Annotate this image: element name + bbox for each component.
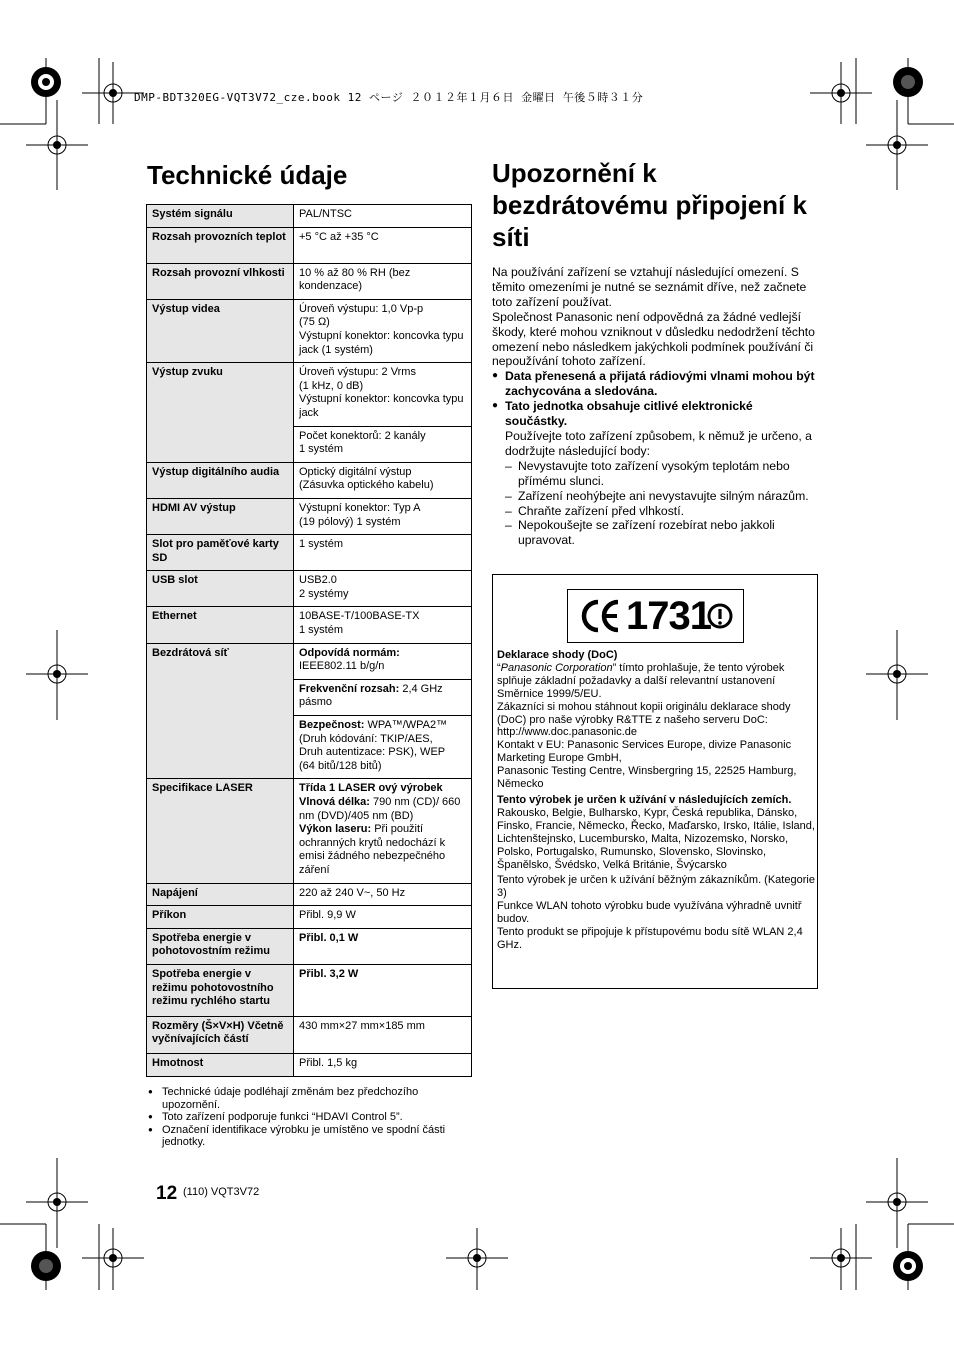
table-row: Ethernet 10BASE-T/100BASE-TX 1 systém <box>147 607 472 643</box>
table-row: Specifikace LASER Třída 1 LASER ový výrobek Vlnová délka: 790 nm (CD)/ 660 nm (DVD)/405 nm (BD) Výkon laseru: Při použití ochranných krytů nedochází k emisi žádného nebezpečného záření <box>147 779 472 883</box>
table-row: Systém signálu PAL/NTSC <box>147 205 472 228</box>
table-row: HDMI AV výstup Výstupní konektor: Typ A (19 pólový) 1 systém <box>147 498 472 534</box>
list-item: ● Tato jednotka obsahuje citlivé elektronické součástky. <box>492 399 818 429</box>
table-row: Výstup videa Úroveň výstupu: 1,0 Vp-p (75 Ω) Výstupní konektor: koncovka typu jack (1 systém) <box>147 299 472 362</box>
table-row: Slot pro paměťové karty SD 1 systém <box>147 535 472 571</box>
list-item: – Zařízení neohýbejte ani nevystavujte silným nárazům. <box>492 489 818 504</box>
table-row: Frekvenční rozsah: 2,4 GHz pásmo <box>147 679 472 715</box>
declaration-box <box>492 574 818 989</box>
table-row: Rozsah provozních teplot +5 °C až +35 °C <box>147 227 472 263</box>
page-number: 12 <box>156 1183 178 1204</box>
page-title-wireless: Upozornění k bezdrátovému připojení k síti <box>492 158 807 252</box>
table-row: Rozsah provozní vlhkosti 10 % až 80 % RH (bez kondenzace) <box>147 263 472 299</box>
ce-mark <box>567 589 744 643</box>
table-row: Napájení 220 až 240 V~, 50 Hz <box>147 883 472 906</box>
declaration-text: Deklarace shody (DoC) “Panasonic Corporation” tímto prohlašuje, že tento výrobek splňuje základní požadavky a další relevantní ustanovení Směrnice 1999/5/EU. Zákazníci si mohou stáhnout kopii originálu deklarace shody (DoC) pro naše výrobky R&TTE z našeho serveru DoC: http://www.doc.panasonic.de Kontakt v EU: Panasonic Services Europe, divize Panasonic Marketing Europe GmbH, Panasonic Testing Centre, Winsbergring 15, 22525 Hamburg, Německo Tento výrobek je určen k užívání v následujících zemích. Rakousko, Belgie, Bulharsko, Kypr, Česká republika, Dánsko, Finsko, Francie, Německo, Řecko, Maďarsko, Irsko, Itálie, Island, Lichtenštejnsko, Lucembursko, Malta, Nizozemsko, Norsko, Polsko, Portugalsko, Rumunsko, Slovensko, Slovinsko, Španělsko, Švédsko, Velká Británie, Švýcarsko Tento výrobek je určen k užívání běžným zákazníkům. (Kategorie 3) Funkce WLAN tohoto výrobku bude využívána výhradně uvnitř budov. Tento produkt se připojuje k přístupovému bodu sítě WLAN 2,4 GHz. <box>497 649 815 951</box>
table-row: Rozměry (Š×V×H) Včetně vyčnívajících částí 430 mm×27 mm×185 mm <box>147 1016 472 1053</box>
doc-url: http://www.doc.panasonic.de <box>497 726 638 739</box>
page-code: (110) VQT3V72 <box>183 1186 260 1198</box>
list-item: – Chraňte zařízení před vlhkostí. <box>492 504 818 519</box>
table-row: USB slot USB2.0 2 systémy <box>147 571 472 607</box>
list-item: ● Označení identifikace výrobku je umístěno ve spodní části jednotky. <box>148 1124 473 1149</box>
table-row: Výstup digitálního audia Optický digitální výstup (Zásuvka optického kabelu) <box>147 462 472 498</box>
table-row: Spotřeba energie v režimu pohotovostního režimu rychlého startu Přibl. 3,2 W <box>147 964 472 1016</box>
ce-number: 1731 <box>626 594 711 638</box>
spec-table <box>146 204 472 1077</box>
list-item: – Nepokoušejte se zařízení rozebírat nebo jakkoli upravovat. <box>492 518 818 548</box>
list-item: ● Data přenesená a přijatá rádiovými vlnami mohou být zachycována a sledována. <box>492 369 818 399</box>
spec-notes <box>148 1086 473 1149</box>
print-header: DMP-BDT320EG-VQT3V72_cze.book 12 ページ ２０１２年１月６日 金曜日 午後５時３１分 <box>134 91 644 104</box>
list-item: – Nevystavujte toto zařízení vysokým teplotám nebo přímému slunci. <box>492 459 818 489</box>
table-row: Bezdrátová síť Odpovídá normám: IEEE802.11 b/g/n <box>147 643 472 679</box>
table-row: Hmotnost Přibl. 1,5 kg <box>147 1053 472 1076</box>
table-row: Výstup zvuku Úroveň výstupu: 2 Vrms (1 kHz, 0 dB) Výstupní konektor: koncovka typu jack <box>147 363 472 426</box>
wireless-intro: Na používání zařízení se vztahují následující omezení. S těmito omezeními je nutné se seznámit dříve, než začnete toto zařízení používat. Společnost Panasonic není odpovědná za žádné vedlejší škody, které mohou vzniknout v důsledku nedodržení těchto omezení nebo následkem jakýchkoli podmínek používání či nepoužívání tohoto zařízení. ● Data přenesená a přijatá rádiovými vlnami mohou být zachycována a sledována. ● Tato jednotka obsahuje citlivé elektronické součástky. Používejte toto zařízení způsobem, k němuž je určeno, a dodržujte následující body: – Nevystavujte toto zařízení vysokým teplotám nebo přímému slunci. – Zařízení neohýbejte ani nevystavujte silným nárazům. – Chraňte zařízení před vlhkostí. – Nepokoušejte se zařízení rozebírat nebo jakkoli upravovat. <box>492 265 818 548</box>
table-row: Spotřeba energie v pohotovostním režimu Přibl. 0,1 W <box>147 928 472 964</box>
table-row: Příkon Přibl. 9,9 W <box>147 906 472 929</box>
table-row: Počet konektorů: 2 kanály 1 systém <box>147 426 472 462</box>
list-item: ● Technické údaje podléhají změnám bez předchozího upozornění. <box>148 1086 473 1111</box>
table-row: Bezpečnost: WPA™/WPA2™ (Druh kódování: TKIP/AES, Druh autentizace: PSK), WEP (64 bitů/128 bitů) <box>147 716 472 779</box>
page-title-specs: Technické údaje <box>147 160 348 190</box>
list-item: ● Toto zařízení podporuje funkci “HDAVI Control 5”. <box>148 1111 473 1124</box>
